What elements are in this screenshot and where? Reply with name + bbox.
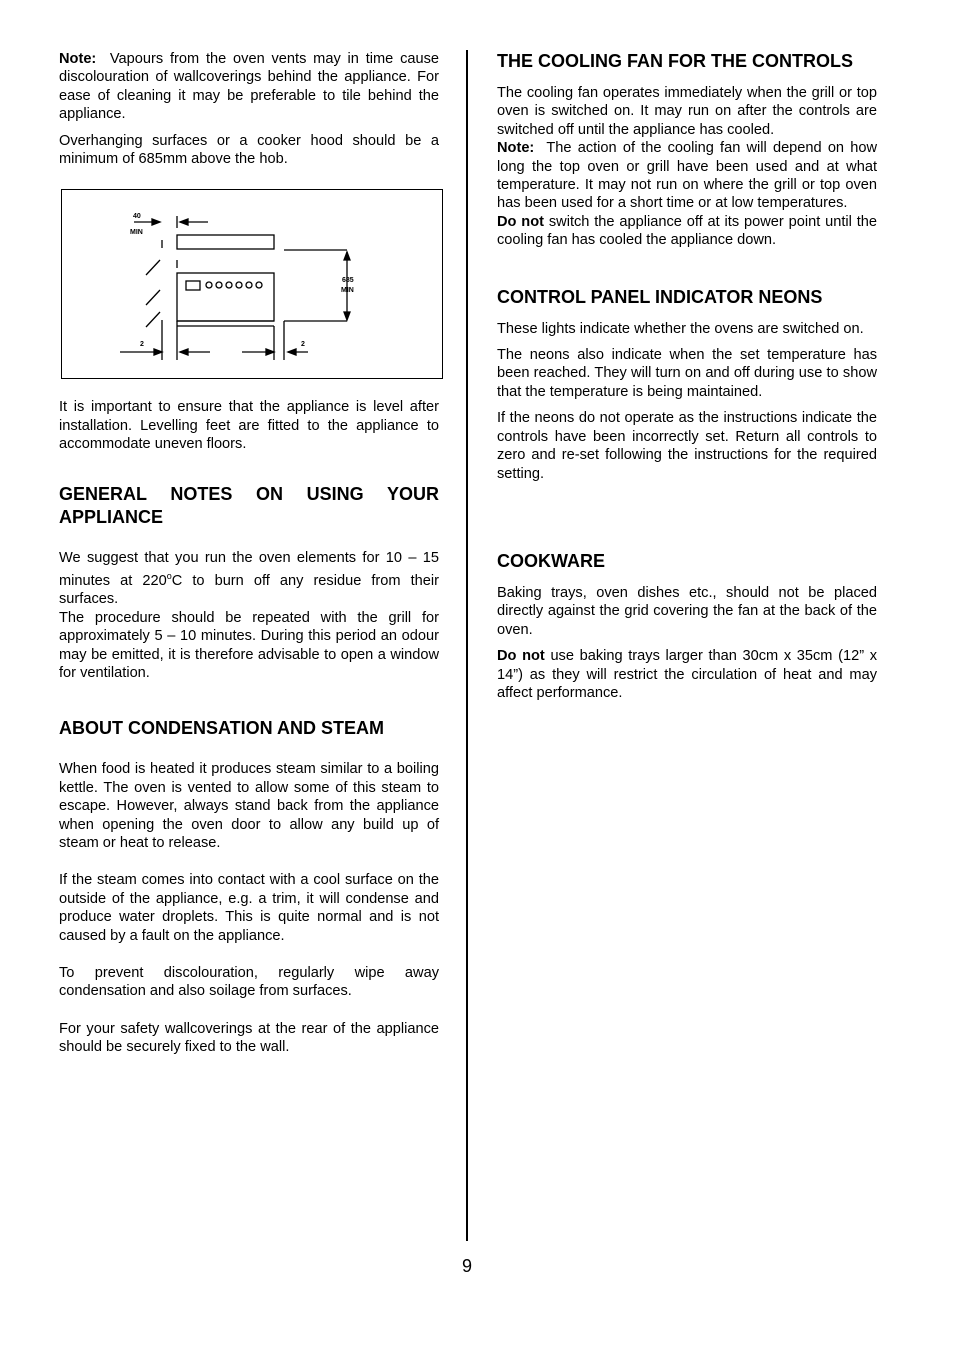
cookware-p1: Baking trays, oven dishes etc., should not be placed directly against the grid covering the fan at the back of the oven. (497, 584, 877, 638)
condensation-p4: For your safety wallcoverings at the rear of the appliance should be securely fixed to the wall. (59, 1020, 439, 1056)
level-text: It is important to ensure that the appliance is level after installation. Levelling feet are fitted to the appliance to accommodate uneven floors. (59, 399, 439, 453)
neons-heading: CONTROL PANEL INDICATOR NEONS (497, 286, 823, 307)
cooling-fan-p1: The cooling fan operates immediately when the grill or top oven is switched on. It may run on after the controls are switched off until the appliance has cooled. (497, 85, 877, 138)
degree-sup: o (166, 571, 172, 582)
cookware-donot-label: Do not (497, 648, 545, 665)
neons-p3: If the neons do not operate as the instructions indicate the controls have been incorrectly set. Return all controls to zero and re-set following the instructions for the required setting. (497, 410, 877, 482)
cookware-donot (497, 647, 877, 702)
dim-min-top-label: MIN (130, 229, 143, 237)
fan-donot-text: switch the appliance off at its power point until the cooling fan has cooled the appliance down. (497, 213, 878, 249)
cookware-donot-text: use baking trays larger than 30cm x 35cm (12” x 14”) as they will restrict the circulation of heat and may affect performance. (497, 648, 877, 701)
dim-40-label: 40 (133, 213, 141, 221)
dim-2-right-label: 2 (301, 341, 305, 349)
fan-note-label: Note: (497, 140, 535, 157)
fan-donot-label: Do not (497, 213, 544, 230)
vapour-note (59, 50, 439, 124)
dim-2-left-label: 2 (140, 341, 144, 349)
overhang-text: Overhanging surfaces or a cooker hood should be a minimum of 685mm above the hob. (59, 132, 439, 168)
page-number: 9 (462, 1256, 473, 1276)
clearance-diagram-svg (62, 190, 442, 378)
condensation-heading: ABOUT CONDENSATION AND STEAM (59, 718, 384, 739)
condensation-p3: To prevent discolouration, regularly wipe away condensation and also soilage from surfaces. (59, 965, 439, 1000)
cooling-fan-heading: THE COOLING FAN FOR THE CONTROLS (497, 51, 853, 71)
cooling-fan-note (497, 139, 877, 213)
dim-min-right-label: MIN (341, 287, 354, 295)
left-column (59, 50, 439, 1057)
right-column (497, 50, 877, 702)
condensation-p2: If the steam comes into contact with a cool surface on the outside of the appliance, e.g. a trim, it will condense and produce water droplets. This is quite normal and is not caused by a fault on the appliance. (59, 872, 439, 944)
note-label: Note: (59, 51, 97, 67)
general-p1-a: We suggest that you run the oven elements for 10 – 15 minutes at 220 (59, 549, 439, 589)
cooling-fan-donot (497, 213, 877, 250)
neons-p1: These lights indicate whether the ovens are switched on. (497, 320, 864, 337)
condensation-p1: When food is heated it produces steam similar to a boiling kettle. The oven is vented to allow some of this steam to escape. However, always stand back from the appliance when opening the oven door to allow any build up of steam or heat to release. (59, 761, 439, 851)
general-notes-p2: The procedure should be repeated with the grill for approximately 5 – 10 minutes. During this period an odour may be emitted, it is therefore advisable to open a window for ventilation. (59, 609, 439, 681)
general-notes-p1 (59, 549, 439, 609)
clearance-diagram (61, 189, 443, 379)
fan-note-text: The action of the cooling fan will depend on how long the top oven or grill have been used and at what temperature. It may not run on where the grill or top oven has been used for a short time or at low temperatures. (497, 140, 877, 212)
note-text: Vapours from the oven vents may in time cause discolouration of wallcoverings behind the appliance. For ease of cleaning it may be preferable to tile behind the appliance. (59, 51, 440, 123)
general-p1-b: C to burn off any residue from their surfaces. (59, 572, 439, 608)
column-divider (466, 50, 468, 1241)
dim-685-label: 685 (342, 277, 354, 285)
general-notes-heading: GENERAL NOTES ON USING YOUR APPLIANCE (59, 483, 439, 527)
cookware-heading: COOKWARE (497, 550, 605, 571)
neons-p2: The neons also indicate when the set temperature has been reached. They will turn on and off during use to show that the temperature is being maintained. (497, 347, 877, 400)
